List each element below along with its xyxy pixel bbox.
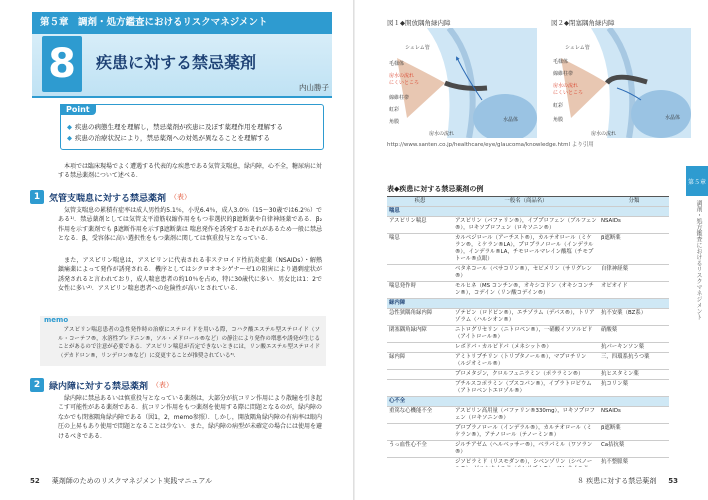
label-flow-2: にくいところ [389, 80, 420, 86]
disease-cell: うっ血性心不全 [387, 441, 453, 458]
disease-cell: 緑内障 [387, 353, 453, 370]
class-cell: 抗ヒスタミン薬 [599, 370, 669, 380]
label-cornea: 角膜 [389, 119, 400, 125]
author: 内山勝子 [299, 83, 329, 92]
section-number: 2 [30, 378, 44, 392]
section-number: 1 [30, 190, 44, 204]
disease-cell: 急性狭隅角緑内障 [387, 309, 453, 326]
label-flow-1: 房水の流れ [553, 83, 579, 89]
section-2-heading [30, 378, 330, 392]
class-cell: NSAIDs [599, 407, 669, 424]
disease-cell [387, 343, 453, 353]
drug-cell: ゾテピン（ロドピン®），エチゾラム（デパス®），トリアゾラム（ハルシオン®） [453, 309, 599, 326]
chapter-header: 第５章 調剤・処方鑑査におけるリスクマネジメント [32, 12, 332, 34]
disease-cell: 重篤な心機能不全 [387, 407, 453, 424]
table-category-row [387, 207, 669, 217]
drug-cell: ジルチアゼム（ヘルベッサー®），ベラパミル（ワソラン®） [453, 441, 599, 458]
table-row [387, 265, 669, 282]
section-2-paragraph: 緑内障に禁忌あるいは慎重投与となっている薬剤は，大部分が抗コリン作用により散瞳を引き起こす可能性がある薬剤である．抗コリン作用をもつ薬剤を使用する際に問題となるのが，緑内障のなかでも閉塞隅角緑内障である（図1，2，memo参照）．しかし，開放隅角緑内障の有病率は眼内圧の上昇もあり使用で問題となることは少ない．また，緑内障の病型が未確定の場合には使用を避けるべきである． [58, 395, 322, 440]
table-row [387, 424, 669, 441]
table-row [387, 380, 669, 397]
chapter-number: 8 [42, 36, 82, 92]
section-1-paragraph-1: 気管支喘息の累積有症率は成人男性約5.1％，小児6.4％，成人3.0％（15～30歳では6.2％）である¹⁾．禁忌薬剤としては気管支平滑筋収縮作用をもつ非選択的β遮断薬や自律神経薬である．β₂作用を示す薬剤でも β遮断作用を示すβ遮断薬は 喘息発作を誘発するおそれがあるため一般に禁忌となる．β，受容体に高い選択性をもつ薬剤に関しては慎重投与となっている． [58, 207, 322, 243]
right-footer [577, 476, 678, 486]
point-label: Point [60, 104, 96, 115]
table-category-row [387, 299, 669, 309]
class-cell: 抗コリン薬 [599, 380, 669, 397]
section-tag: （表） [152, 381, 174, 389]
table-body [387, 207, 669, 468]
bullet-icon: ◆ [67, 134, 72, 142]
label-iris: 虹彩 [389, 107, 400, 113]
drug-cell: ブチルスコポラミン（ブスコパン®），イプラトロピウム（アトロベントエロゾル®） [453, 380, 599, 397]
memo-text: アスピリン喘息患者の急性発作時の治療にステロイドを用いる際，コハク酸エステル型ステロイド（ソル・コーテフ®，水溶性プレドニン®，ソル・メドロール®など）の静注により発作の増悪や誘発が生じることがあるので注意が必要である．アスピリン喘息が否定できないときには，リン酸エステル型ステロイド（デカドロン®，リンデロン®など）に変更することが推奨されている³⁾． [58, 327, 320, 359]
drug-cell: モルヒネ（MS コンチン®，オキシコドン（オキシコンチン®），コデイン（リン酸コデイン®） [453, 282, 599, 299]
table-title: 表◆疾患に対する禁忌薬剤の例 [387, 185, 484, 193]
page-number: 53 [668, 477, 678, 485]
table-row [387, 441, 669, 458]
point-item: ◆ 疾患の治療状況により，禁忌薬剤への対処が異なることを理解する [67, 134, 270, 142]
drug-cell: カルベジロール（アーチスト®），カルテオロール（ミケラン®，ミケラン®LA），プロプラノロール（インデラル®），インデラル®LA，チモロールマレイン酸塩（チモプトール®点眼） [453, 234, 599, 265]
drug-table [387, 197, 669, 467]
header-drug: 一般名（商品名） [453, 197, 599, 207]
drug-cell: アスピリン高用量（バファリン®330mg），ロキソプロフェン（ロキソニン®） [453, 407, 599, 424]
class-cell: 抗パーキンソン薬 [599, 343, 669, 353]
header-disease: 疾患 [387, 197, 453, 207]
label-flow-1: 房水の流れ [389, 73, 415, 79]
memo-label: memo [44, 316, 69, 324]
table-header-row [387, 197, 669, 207]
category-cell: 心不全 [387, 397, 669, 407]
label-schlemm: シュレム管 [405, 45, 430, 51]
class-cell: NSAIDs [599, 217, 669, 234]
table-row [387, 326, 669, 343]
class-cell: 自律神経薬 [599, 265, 669, 282]
class-cell: β遮断薬 [599, 424, 669, 441]
category-cell: 喘息 [387, 207, 669, 217]
chapter-side-tab: 第５章 [686, 166, 708, 196]
figure-2-title: 図２◆閉塞隅角緑内障 [551, 19, 615, 27]
right-page [355, 0, 708, 500]
section-title: 緑内障に対する禁忌薬剤 [49, 381, 149, 392]
point-box [60, 104, 324, 150]
class-cell: 抗不整脈薬 [599, 458, 669, 468]
drug-cell: プロメタジン，クロルフェニラミン（ポララミン®） [453, 370, 599, 380]
label-trabecular: 線維柱帯 [389, 95, 410, 101]
class-cell: β遮断薬 [599, 234, 669, 265]
section-title: 気管支喘息に対する禁忌薬剤 [49, 193, 167, 204]
table-row [387, 234, 669, 265]
label-flow-3: 房水の流れ [591, 131, 617, 137]
label-schlemm: シュレム管 [565, 45, 590, 51]
page-title: 疾患に対する禁忌薬剤 [96, 53, 257, 72]
left-page [0, 0, 353, 500]
disease-cell [387, 265, 453, 282]
table-row [387, 309, 669, 326]
drug-cell: レボドパ・カルビドパ（メネシット®） [453, 343, 599, 353]
drug-cell: ニトログリセリン（ニトロペン®），一硝酸イソソルビド（アイトロール®） [453, 326, 599, 343]
label-ciliary: 毛様体 [553, 59, 569, 65]
point-item: ◆ 疾患の病態生理を理解し，禁忌薬剤が疾患に及ぼす薬理作用を理解する [67, 123, 283, 131]
label-ciliary: 毛様体 [389, 61, 405, 67]
label-flow-2: にくいところ [553, 90, 584, 96]
bullet-icon: ◆ [67, 123, 72, 131]
drug-cell: ジソピラミド（リスモダン®），シベンゾリン（シベノー [453, 458, 599, 468]
table-row [387, 353, 669, 370]
drug-cell: アスピリン（バファリン®），イブプロフェン（ブルフェン®），ロキソプロフェン（ロキソニン®） [453, 217, 599, 234]
section-1-paragraph-2: また，アスピリン喘息は，アスピリンに代表される非ステロイド性抗炎症薬（NSAIDs）・解熱鎮痛薬によって発作が誘発される．機序としてはシクロオキシゲナーゼ1の阻害により過剰症状が誘発されると言われており，成人喘息患者の約10％を占め，特に30歳代に多い．男女比は1：2で女性に多い²⁾．アスピリン喘息患者への危険性が高いとされている． [58, 257, 322, 293]
disease-cell: 閉塞隅角緑内障 [387, 326, 453, 343]
section-tag: （表） [170, 193, 192, 201]
label-cornea: 角膜 [553, 117, 564, 123]
table-row [387, 370, 669, 380]
header-class: 分類 [599, 197, 669, 207]
section-footer-title: ８ 疾患に対する禁忌薬剤 [577, 477, 657, 485]
figure-caption: http://www.santen.co.jp/healthcare/eye/glaucoma/knowledge.html より引用 [387, 142, 594, 148]
class-cell: Ca拮抗薬 [599, 441, 669, 458]
drug-table-wrapper [387, 196, 669, 467]
class-cell: 抗不安薬（BZ系） [599, 309, 669, 326]
drug-cell: ベタネコール（ベサコリン®），セビメリン（サリグレン®） [453, 265, 599, 282]
table-row [387, 407, 669, 424]
disease-cell [387, 380, 453, 397]
disease-cell: 喘息 [387, 234, 453, 265]
label-iris: 虹彩 [553, 103, 564, 109]
disease-cell: 喘息発作時 [387, 282, 453, 299]
disease-cell: アスピリン喘息 [387, 217, 453, 234]
table-row [387, 282, 669, 299]
chapter-side-text: 調剤・処方鑑査におけるリスクマネジメント [695, 200, 702, 320]
class-cell: 硝酸薬 [599, 326, 669, 343]
book-title: 薬剤師のためのリスクマネジメント実践マニュアル [51, 477, 213, 485]
figure-1-title: 図１◆開放隅角緑内障 [387, 19, 451, 27]
page-number: 52 [30, 477, 40, 485]
class-cell: オピオイド [599, 282, 669, 299]
disease-cell [387, 458, 453, 468]
intro-paragraph: 本項では臨床現場でよく遭遇する代表的な疾患である気管支喘息，緑内障，心不全，糖尿病に対する禁忌薬剤について述べる． [58, 163, 323, 180]
table-category-row [387, 397, 669, 407]
disease-cell [387, 424, 453, 441]
lens-shape [631, 90, 691, 138]
label-trabecular: 線維柱帯 [553, 71, 574, 77]
drug-cell: プロプラノロール（インデラル®），カルテオロール（ミケラン®），アテノロール（テノーミン®） [453, 424, 599, 441]
label-flow-3: 房水の流れ [429, 131, 455, 137]
label-lens: 水晶体 [503, 117, 519, 123]
disease-cell [387, 370, 453, 380]
table-row [387, 458, 669, 468]
table-row [387, 217, 669, 234]
class-cell: 三，四環系抗うつ薬 [599, 353, 669, 370]
table-row [387, 343, 669, 353]
category-cell: 緑内障 [387, 299, 669, 309]
drug-cell: アミトリプチリン（トリプタノール®），マプロチリン（ルジオミール®） [453, 353, 599, 370]
label-lens: 水晶体 [665, 115, 681, 121]
section-1-heading [30, 190, 330, 204]
left-footer [30, 476, 212, 486]
